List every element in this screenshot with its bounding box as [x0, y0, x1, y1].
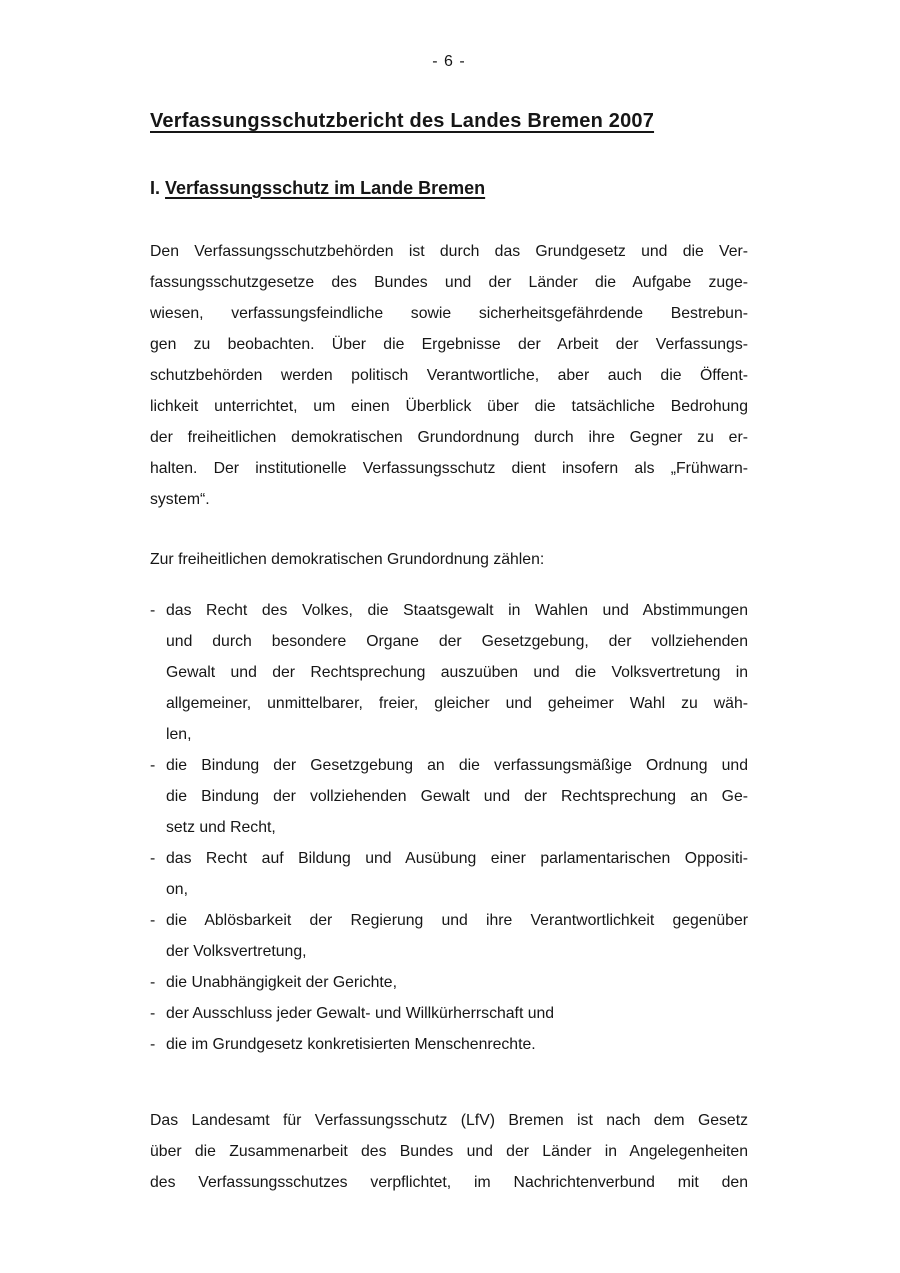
dash-marker: -	[150, 1036, 156, 1053]
list-item	[150, 1029, 748, 1060]
dash-marker: -	[150, 1005, 156, 1022]
body-line: die Ablösbarkeit der Regierung und ihre Verantwortlichkeit gegenüber	[166, 912, 748, 929]
body-line: on,	[166, 881, 188, 898]
body-line: fassungsschutzgesetze des Bundes und der Länder die Aufgabe zuge-	[150, 274, 748, 291]
body-line: Den Verfassungsschutzbehörden ist durch das Grundgesetz und die Ver-	[150, 243, 748, 260]
body-line: und durch besondere Organe der Gesetzgebung, der vollziehenden	[166, 633, 748, 650]
body-line: das Recht auf Bildung und Ausübung einer parlamentarischen Oppositi-	[166, 850, 748, 867]
list-item	[150, 998, 748, 1029]
list-item	[150, 843, 748, 905]
body-line: lichkeit unterrichtet, um einen Überblick über die tatsächliche Bedrohung	[150, 398, 748, 415]
body-line: Zur freiheitlichen demokratischen Grundordnung zählen:	[150, 551, 545, 568]
list-item	[150, 750, 748, 843]
list-item	[150, 595, 748, 750]
paragraph-introduction-lfv-task	[150, 236, 748, 515]
body-line: des Verfassungsschutzes verpflichtet, im Nachrichtenverbund mit den	[150, 1174, 748, 1191]
page-number: - 6 -	[432, 53, 466, 70]
dash-marker: -	[150, 850, 156, 867]
body-line: gen zu beobachten. Über die Ergebnisse der Arbeit der Verfassungs-	[150, 336, 748, 353]
body-line: allgemeiner, unmittelbarer, freier, gleicher und geheimer Wahl zu wäh-	[166, 695, 748, 712]
dash-marker: -	[150, 912, 156, 929]
body-line: der Ausschluss jeder Gewalt- und Willkürherrschaft und	[166, 1005, 555, 1022]
body-line: die Bindung der Gesetzgebung an die verfassungsmäßige Ordnung und	[166, 757, 748, 774]
body-line: len,	[166, 726, 192, 743]
section-title: Verfassungsschutz im Lande Bremen	[165, 178, 486, 198]
section-numeral: I.	[150, 178, 161, 198]
dash-marker: -	[150, 602, 156, 619]
body-line: das Recht des Volkes, die Staatsgewalt in Wahlen und Abstimmungen	[166, 602, 748, 619]
list-item	[150, 905, 748, 967]
body-line: die Unabhängigkeit der Gerichte,	[166, 974, 397, 991]
section-heading	[150, 176, 748, 200]
dash-marker: -	[150, 974, 156, 991]
body-line: Gewalt und der Rechtsprechung auszuüben und die Volksvertretung in	[166, 664, 748, 681]
body-line: die Bindung der vollziehenden Gewalt und der Rechtsprechung an Ge-	[166, 788, 748, 805]
list-item	[150, 967, 748, 998]
body-line: die im Grundgesetz konkretisierten Menschenrechte.	[166, 1036, 536, 1053]
document-title: Verfassungsschutzbericht des Landes Bremen 2007	[150, 110, 655, 132]
paragraph-lfv-cooperation	[150, 1105, 748, 1198]
body-line: der freiheitlichen demokratischen Grundordnung durch ihre Gegner zu er-	[150, 429, 748, 446]
body-line: schutzbehörden werden politisch Verantwortliche, aber auch die Öffent-	[150, 367, 748, 384]
body-line: über die Zusammenarbeit des Bundes und der Länder in Angelegenheiten	[150, 1143, 748, 1160]
body-line: der Volksvertretung,	[166, 943, 307, 960]
body-line: Das Landesamt für Verfassungsschutz (LfV) Bremen ist nach dem Gesetz	[150, 1112, 748, 1129]
list-intro-line	[150, 544, 748, 575]
body-line: setz und Recht,	[166, 819, 276, 836]
body-line: system“.	[150, 491, 210, 508]
body-line: wiesen, verfassungsfeindliche sowie sicherheitsgefährdende Bestrebun-	[150, 305, 748, 322]
freedoms-list	[150, 595, 748, 1060]
dash-marker: -	[150, 757, 156, 774]
body-line: halten. Der institutionelle Verfassungsschutz dient insofern als „Frühwarn-	[150, 460, 748, 477]
